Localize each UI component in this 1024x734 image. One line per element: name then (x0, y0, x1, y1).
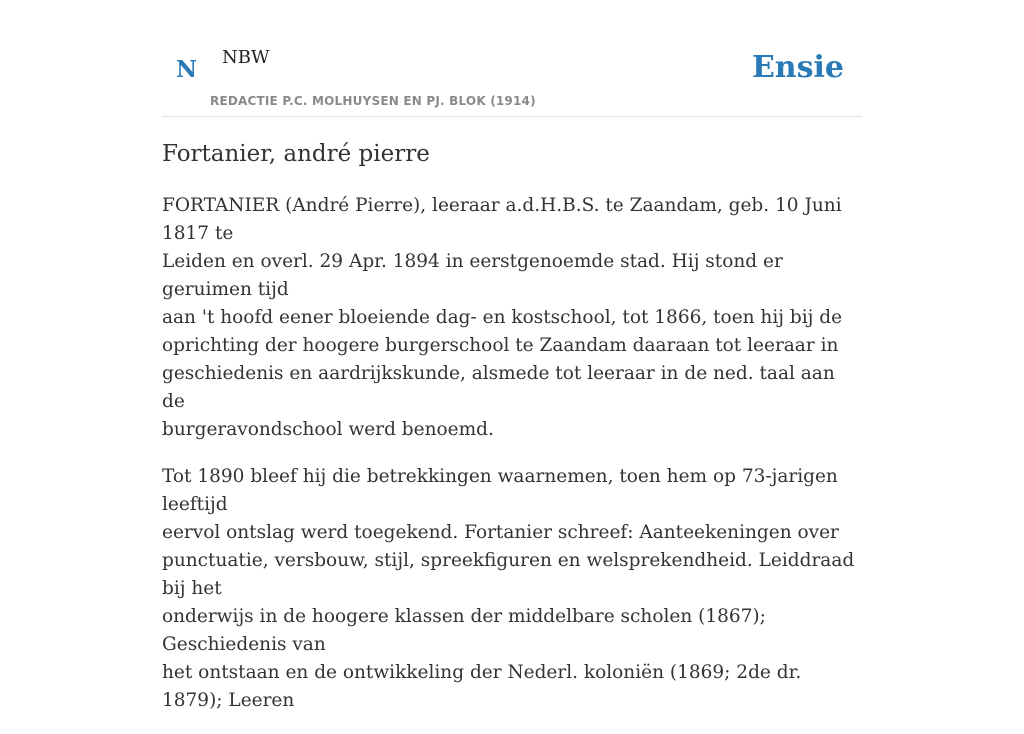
source-badge: N (176, 56, 198, 83)
source-name-link[interactable]: NBW (222, 47, 270, 68)
article-paragraph-1: FORTANIER (André Pierre), leeraar a.d.H.B.S. te Zaandam, geb. 10 Juni 1817 te Leiden en overl. 29 Apr. 1894 in eerstgenoemde stad. Hij stond er geruimen tijd aan 't hoofd eener bloeiende dag- en kostschool, tot 1866, toen hij bij de oprichting der hoogere burgerschool te Zaandam daaraan tot leeraar in geschiedenis en aardrijkskunde, alsmede tot leeraar in de ned. taal aan de burgeravondschool werd benoemd. (162, 195, 843, 440)
article-title: Fortanier, andré pierre (162, 141, 430, 167)
article-body (162, 192, 862, 734)
source-header (162, 0, 862, 117)
article-paragraph-2: Tot 1890 bleef hij die betrekkingen waarnemen, toen hem op 73-jarigen leeftijd eervol ontslag werd toegekend. Fortanier schreef: Aanteekeningen over punctuatie, versbouw, stijl, spreekfiguren en welsprekendheid. Leiddraad bij het onderwijs in de hoogere klassen der middelbare scholen (1867); Geschiedenis van het ontstaan en de ontwikkeling der Nederl. koloniën (1869; 2de dr. 1879); Leeren (162, 466, 855, 711)
source-editors: REDACTIE P.C. MOLHUYSEN EN PJ. BLOK (1914) (210, 94, 536, 108)
ensie-logo-link[interactable]: Ensie (751, 50, 844, 85)
